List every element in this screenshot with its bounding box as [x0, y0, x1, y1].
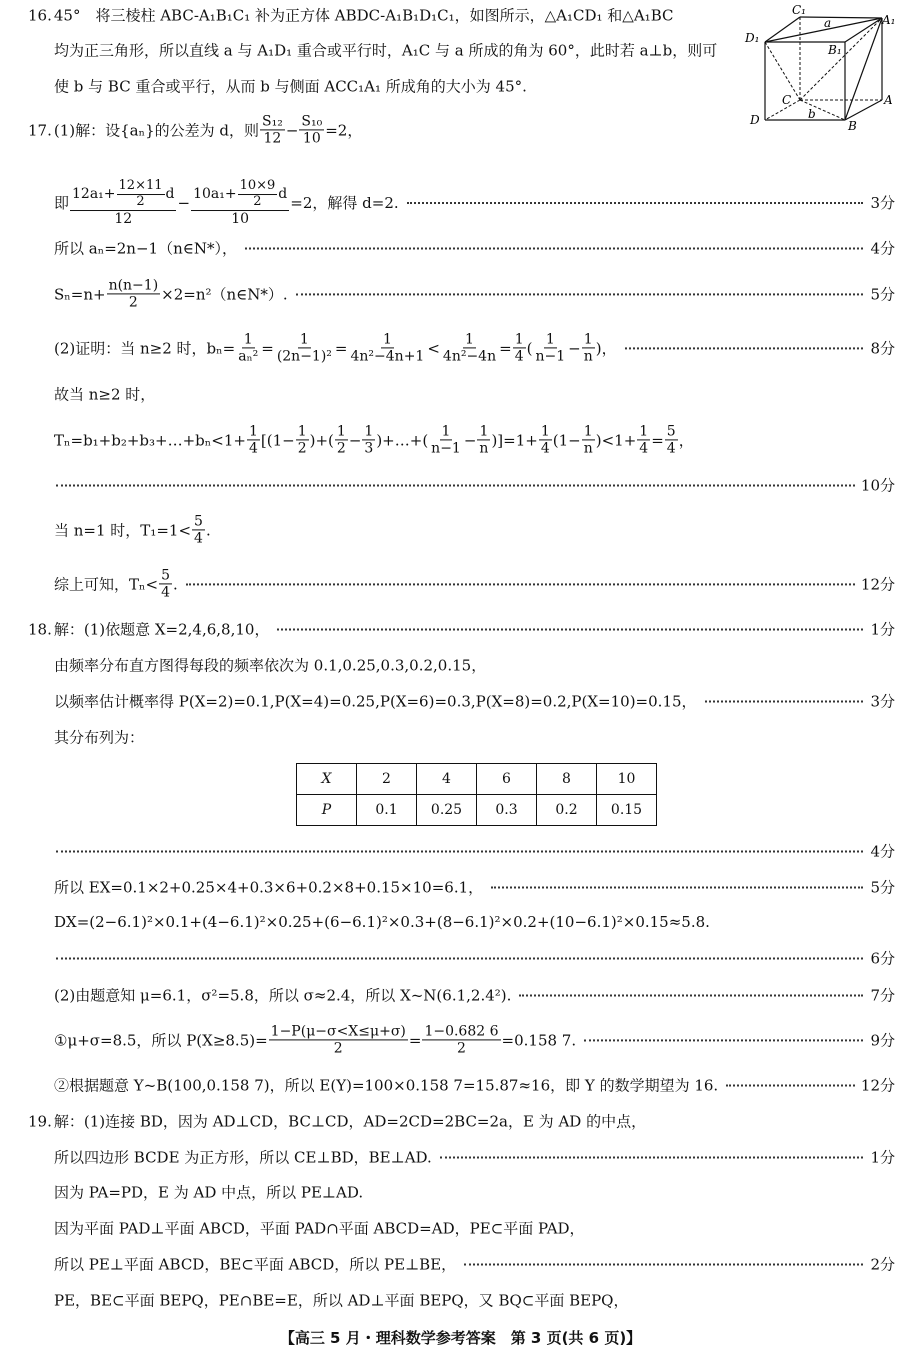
numerator: [70, 179, 176, 211]
text-run: 1: [299, 331, 309, 348]
numerator: [117, 179, 165, 195]
table-cell: 2: [357, 764, 417, 795]
dot-leader: [726, 1084, 855, 1086]
dot-leader: [584, 1039, 863, 1041]
text-run: 5: [194, 513, 203, 530]
table-cell: P: [297, 795, 357, 826]
text-run: d: [165, 186, 175, 203]
text-run: d: [278, 186, 288, 203]
fraction: [582, 423, 595, 456]
text-run: 1−0.682 6: [424, 1023, 499, 1040]
score-label: 5分: [870, 878, 895, 897]
denominator: [429, 441, 463, 457]
numerator: [269, 1023, 408, 1040]
denominator: [192, 531, 205, 547]
question-number: 17.: [28, 121, 52, 139]
denominator: [134, 195, 146, 210]
fraction: [107, 277, 161, 310]
text-run: (2)由题意知 μ=6.1，σ²=5.8，所以 σ≈2.4，所以 X~N(6.1,2.4²).: [54, 986, 512, 1005]
text-run: 2: [297, 440, 307, 457]
text-run: 使 b 与 BC 重合或平行，从而 b 与侧面 ACC₁A₁ 所成角的大小为 45°.: [54, 77, 527, 96]
fraction: [159, 567, 172, 600]
numerator: [296, 423, 309, 440]
denominator: [127, 295, 140, 311]
text-run: S₁₀: [301, 113, 323, 130]
text-run: =: [261, 339, 274, 357]
denominator: [275, 349, 334, 365]
solution-line: [54, 1075, 895, 1096]
text-run: 2: [333, 1040, 343, 1057]
table-cell: 0.2: [537, 795, 597, 826]
solution-line: [54, 384, 895, 405]
dot-leader: [296, 293, 863, 295]
denominator: [251, 195, 263, 210]
text-run: =: [651, 431, 664, 449]
text-run: 5: [161, 567, 170, 584]
fraction: [422, 1023, 500, 1056]
text-run: 其分布列为：: [54, 728, 145, 747]
cube-figure: [740, 0, 900, 135]
solution-line: [54, 1147, 895, 1168]
text-run: 5: [666, 423, 676, 440]
denominator: [229, 211, 251, 227]
question-number: 18.: [28, 620, 52, 638]
fraction: [117, 179, 165, 210]
dot-leader: [56, 957, 863, 959]
numerator: [440, 423, 453, 440]
denominator: [582, 349, 595, 365]
text-run: 1−P(μ−σ<X≤μ+σ): [270, 1023, 406, 1040]
denominator: [637, 441, 650, 457]
table-cell: 0.25: [417, 795, 477, 826]
denominator: [335, 441, 348, 457]
text-run: n: [583, 348, 593, 365]
solution-line: [54, 841, 895, 862]
score-label: 3分: [870, 692, 895, 711]
text-run: n−1: [431, 440, 461, 457]
solution-line: [28, 1111, 895, 1132]
text-run: (1)解：设{aₙ}的公差为 d，则: [53, 121, 259, 140]
solution-line: [54, 1182, 895, 1203]
table-cell: X: [297, 764, 357, 795]
solution-line: [54, 475, 895, 496]
text-run: )+(: [309, 431, 334, 449]
text-run: =: [408, 1031, 422, 1049]
text-run: )<1+: [595, 431, 637, 449]
solution-line: [54, 1023, 895, 1056]
denominator: [236, 349, 260, 365]
fraction: [441, 331, 498, 364]
numerator: [477, 423, 490, 440]
fraction: [236, 331, 260, 364]
solution-line: [54, 1290, 895, 1311]
solution-line: [28, 619, 895, 640]
table-row: [297, 764, 657, 795]
edge: [800, 17, 882, 18]
denominator: [362, 441, 375, 457]
denominator: [513, 349, 526, 365]
label-B1: B₁: [828, 43, 842, 57]
text-run: −: [285, 121, 299, 139]
solution-line: [54, 513, 895, 546]
distribution-table: [296, 763, 657, 826]
solution-line: [54, 655, 895, 676]
hidden-edge: [765, 42, 800, 100]
numerator: [299, 113, 324, 130]
text-run: 1: [465, 331, 474, 348]
fraction: [637, 423, 650, 456]
fraction: [665, 423, 678, 456]
fraction: [260, 113, 285, 146]
text-run: 均为正三角形，所以直线 a 与 A₁D₁ 重合或平行时，A₁C 与 a 所成的角为 60°，此时若 a⊥b，则可: [54, 41, 718, 60]
score-label: 9分: [870, 1031, 895, 1050]
solution-line: [54, 1218, 895, 1239]
text-run: Sₙ=n+: [54, 285, 106, 303]
score-label: 2分: [870, 1255, 895, 1274]
denominator: [247, 441, 260, 457]
numerator: [637, 423, 650, 440]
text-run: 因为 PA=PD，E 为 AD 中点，所以 PE⊥AD.: [54, 1183, 364, 1202]
dot-leader: [245, 247, 863, 249]
denominator: [665, 441, 678, 457]
text-run: 即: [54, 194, 70, 213]
dot-leader: [440, 1156, 863, 1158]
text-run: 当 n=1 时，T₁=1<: [54, 521, 192, 540]
text-run: 10: [231, 210, 250, 227]
text-run: 1: [514, 331, 524, 348]
solution-line: [54, 567, 895, 600]
text-run: 4n²−4n: [442, 348, 497, 365]
fraction: [362, 423, 375, 456]
text-run: .: [173, 575, 178, 593]
numerator: [362, 423, 375, 440]
text-run: 4n²−4n+1: [350, 348, 425, 365]
label-D1: D₁: [745, 31, 760, 45]
text-run: 以频率估计概率得 P(X=2)=0.1,P(X=4)=0.25,P(X=6)=0.3,P(X=8)=0.2,P(X=10)=0.15，: [54, 692, 697, 711]
solution-line: [54, 691, 895, 712]
numerator: [298, 331, 311, 348]
text-run: )]=1+: [491, 431, 538, 449]
dot-leader: [705, 700, 863, 702]
score-label: 12分: [860, 575, 895, 594]
numerator: [381, 331, 394, 348]
numerator: [582, 423, 595, 440]
text-run: 2: [136, 193, 145, 209]
score-label: 1分: [870, 620, 895, 639]
numerator: [539, 423, 552, 440]
text-run: −: [463, 431, 477, 449]
solution-line: [54, 877, 895, 898]
text-run: 解：(1)依题意 X=2,4,6,8,10，: [53, 620, 270, 639]
fraction: [429, 423, 463, 456]
denominator: [296, 441, 309, 457]
text-run: 1: [336, 423, 346, 440]
text-run: 综上可知，Tₙ<: [54, 575, 159, 594]
text-run: 因为平面 PAD⊥平面 ABCD，平面 PAD∩平面 ABCD=AD，PE⊂平面 PAD，: [54, 1219, 585, 1238]
text-run: PE，BE⊂平面 BEPQ，PE∩BE=E，所以 AD⊥平面 BEPQ，又 BQ⊂平面 BEPQ，: [54, 1291, 629, 1310]
text-run: (: [526, 339, 533, 357]
table-cell: 4: [417, 764, 477, 795]
text-run: 4: [540, 440, 550, 457]
text-run: 1: [545, 331, 555, 348]
fraction: [582, 331, 595, 364]
text-run: 2: [253, 193, 262, 209]
text-run: 故当 n≥2 时，: [54, 385, 156, 404]
fraction: [192, 513, 205, 546]
denominator: [582, 441, 595, 457]
text-run: −: [568, 339, 581, 357]
solution-line: [54, 331, 895, 364]
fraction: [335, 423, 348, 456]
numerator: [513, 331, 526, 348]
text-run: 10a₁+: [193, 186, 237, 203]
text-run: ②根据题意 Y~B(100,0.158 7)，所以 E(Y)=100×0.158 7=15.87≈16，即 Y 的数学期望为 16.: [54, 1076, 719, 1095]
table-cell: 0.15: [597, 795, 657, 826]
text-run: aₙ²: [238, 348, 259, 365]
text-run: 所以四边形 BCDE 为正方形，所以 CE⊥BD，BE⊥AD.: [54, 1148, 432, 1167]
text-run: −: [348, 431, 362, 449]
text-run: =: [334, 339, 348, 357]
numerator: [247, 423, 260, 440]
hidden-edge: [800, 100, 845, 120]
numerator: [159, 567, 172, 584]
text-run: 1: [243, 331, 253, 348]
text-run: =0.158 7.: [501, 1031, 577, 1049]
text-run: 所以 aₙ=2n−1（n∈N*），: [54, 239, 237, 258]
score-label: 7分: [870, 986, 895, 1005]
score-label: 12分: [860, 1076, 895, 1095]
text-run: ，: [678, 431, 694, 450]
label-C1: C₁: [792, 3, 806, 17]
label-b: b: [808, 107, 816, 121]
label-C: C: [782, 93, 792, 107]
text-run: 所以 EX=0.1×2+0.25×4+0.3×6+0.2×8+0.15×10=6.1，: [54, 878, 484, 897]
numerator: [582, 331, 595, 348]
text-run: n−1: [535, 348, 566, 365]
dot-leader: [464, 1263, 863, 1265]
text-run: 3: [364, 440, 374, 457]
dot-leader: [491, 886, 863, 888]
numerator: [260, 113, 285, 130]
numerator: [422, 1023, 500, 1040]
dot-leader: [519, 994, 863, 996]
denominator: [441, 349, 498, 365]
solution-line: [54, 727, 895, 748]
fraction: [477, 423, 490, 456]
fraction: [247, 423, 260, 456]
score-label: 4分: [870, 239, 895, 258]
score-label: 10分: [860, 476, 895, 495]
text-run: =: [499, 339, 512, 357]
edge: [845, 18, 882, 120]
text-run: 1: [441, 423, 451, 440]
denominator: [301, 131, 323, 147]
table-cell: 0.1: [357, 795, 417, 826]
numerator: [463, 331, 476, 348]
text-run: )，: [595, 339, 617, 358]
text-run: 4: [248, 440, 258, 457]
text-run: 2: [128, 294, 138, 311]
dot-leader: [56, 484, 855, 486]
question-number: 19.: [28, 1112, 52, 1130]
text-run: S₁₂: [262, 113, 283, 130]
denominator: [159, 585, 172, 601]
label-a: a: [824, 16, 832, 30]
text-run: =2，: [325, 121, 363, 140]
numerator: [192, 513, 205, 530]
text-run: [(1−: [260, 431, 295, 449]
denominator: [262, 131, 284, 147]
text-run: DX=(2−6.1)²×0.1+(4−6.1)²×0.25+(6−6.1)²×0.3+(8−6.1)²×0.2+(10−6.1)²×0.15≈5.8.: [54, 913, 710, 931]
dot-leader: [407, 202, 863, 204]
score-label: 3分: [870, 194, 895, 213]
score-label: 6分: [870, 949, 895, 968]
text-run: 12: [263, 130, 282, 147]
text-run: 解：(1)连接 BD，因为 AD⊥CD，BC⊥CD，AD=2CD=2BC=2a，E 为 AD 的中点，: [53, 1112, 647, 1131]
fraction: [349, 331, 427, 364]
fraction: [70, 179, 176, 227]
score-label: 4分: [870, 842, 895, 861]
text-run: 1: [297, 423, 307, 440]
denominator: [112, 211, 134, 227]
fraction: [269, 1023, 408, 1056]
fraction: [299, 113, 324, 146]
text-run: −: [177, 194, 191, 212]
fraction: [275, 331, 334, 364]
text-run: 2: [457, 1040, 466, 1057]
numerator: [665, 423, 678, 440]
solution-line: [54, 948, 895, 969]
dot-leader: [186, 583, 855, 585]
text-run: 4: [161, 584, 170, 601]
text-run: 所以 PE⊥平面 ABCD，BE⊂平面 ABCD，所以 PE⊥BE，: [54, 1255, 457, 1274]
text-run: .: [205, 521, 211, 539]
solution-line: [54, 238, 895, 259]
text-run: 1: [639, 423, 649, 440]
hidden-edge: [800, 18, 882, 100]
text-run: (1−: [552, 431, 581, 449]
numerator: [544, 331, 557, 348]
table-cell: 6: [477, 764, 537, 795]
solution-line: [54, 179, 895, 227]
text-run: n(n−1): [108, 277, 159, 294]
fraction: [539, 423, 552, 456]
solution-line: [54, 985, 895, 1006]
table-row: [297, 795, 657, 826]
text-run: 4: [194, 530, 203, 547]
text-run: 1: [583, 423, 593, 440]
numerator: [238, 179, 278, 195]
score-label: 5分: [870, 285, 895, 304]
numerator: [191, 179, 289, 211]
numerator: [335, 423, 348, 440]
text-run: Tₙ=b₁+b₂+b₃+…+bₙ<1+: [54, 431, 246, 449]
denominator: [477, 441, 490, 457]
dot-leader: [277, 628, 863, 630]
table-cell: 10: [597, 764, 657, 795]
text-run: 4: [639, 440, 649, 457]
numerator: [242, 331, 255, 348]
text-run: 45° 将三棱柱 ABC-A₁B₁C₁ 补为正方体 ABDC-A₁B₁D₁C₁，如图所示，△A₁CD₁ 和△A₁BC: [53, 6, 674, 25]
denominator: [455, 1041, 468, 1057]
label-B: B: [848, 119, 857, 133]
text-run: 4: [514, 348, 524, 365]
fraction: [238, 179, 278, 210]
solution-line: [54, 1254, 895, 1275]
solution-line: [54, 277, 895, 310]
text-run: 2: [336, 440, 346, 457]
fraction: [513, 331, 526, 364]
text-run: n: [479, 440, 489, 457]
text-run: <: [427, 339, 440, 357]
dot-leader: [56, 850, 863, 852]
dot-leader: [625, 347, 863, 349]
text-run: 1: [583, 331, 593, 348]
text-run: 10×9: [239, 178, 276, 194]
label-A1: A₁: [882, 13, 896, 27]
text-run: 1: [248, 423, 258, 440]
text-run: 1: [382, 331, 392, 348]
text-run: =2，解得 d=2.: [290, 194, 399, 213]
label-A: A: [884, 93, 893, 107]
score-label: 8分: [870, 339, 895, 358]
fraction: [533, 331, 567, 364]
text-run: n: [583, 440, 593, 457]
page-footer: 【高三 5 月・理科数学参考答案 第 3 页(共 6 页)】: [279, 1329, 642, 1347]
denominator: [533, 349, 567, 365]
text-run: 12×11: [118, 178, 163, 194]
solution-line: [54, 423, 895, 456]
text-run: 1: [540, 423, 550, 440]
table-cell: 8: [537, 764, 597, 795]
text-run: (2n−1)²: [276, 348, 332, 365]
denominator: [332, 1041, 345, 1057]
solution-line: [54, 913, 895, 931]
denominator: [349, 349, 427, 365]
text-run: 12: [114, 210, 133, 227]
fraction: [296, 423, 309, 456]
text-run: ×2=n²（n∈N*）.: [161, 285, 288, 304]
text-run: 1: [479, 423, 489, 440]
denominator: [539, 441, 552, 457]
label-D: D: [750, 113, 760, 127]
score-label: 1分: [870, 1148, 895, 1167]
text-run: ①μ+σ=8.5，所以 P(X≥8.5)=: [54, 1031, 268, 1050]
text-run: 4: [666, 440, 676, 457]
text-run: 10: [302, 130, 321, 147]
text-run: 由频率分布直方图得每段的频率依次为 0.1,0.25,0.3,0.2,0.15，: [54, 656, 487, 675]
text-run: )+…+(: [376, 431, 429, 449]
numerator: [107, 277, 161, 294]
text-run: 1: [364, 423, 374, 440]
question-number: 16.: [28, 6, 52, 24]
text-run: 12a₁+: [72, 186, 116, 203]
fraction: [191, 179, 289, 227]
table-cell: 0.3: [477, 795, 537, 826]
text-run: (2)证明：当 n≥2 时，bₙ=: [54, 339, 236, 358]
